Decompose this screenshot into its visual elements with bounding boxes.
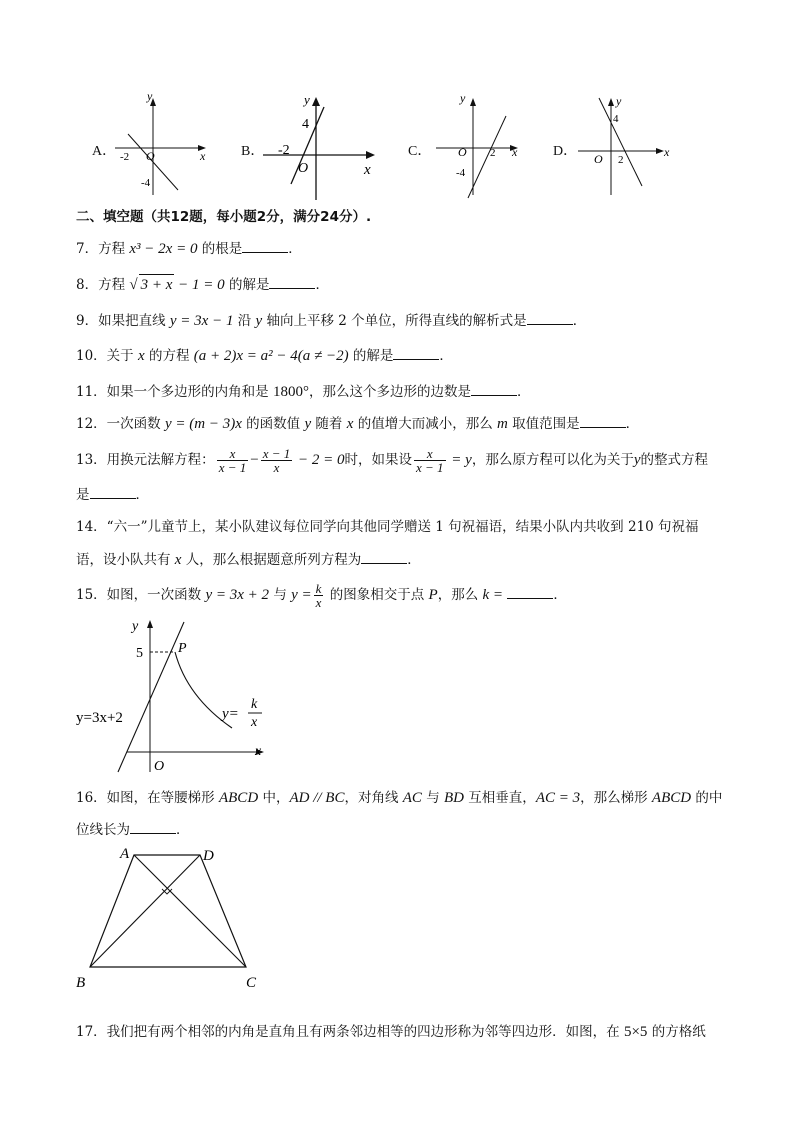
- origin-label: O: [594, 152, 603, 166]
- question-text: 互相垂直，: [464, 790, 536, 806]
- fraction-numerator: x: [414, 447, 446, 461]
- question-16-cont: [76, 819, 190, 840]
- equation: AD // BC: [289, 790, 345, 806]
- equation: x³ − 2x = 0: [129, 241, 198, 257]
- question-text: ．: [135, 487, 149, 503]
- equation: AC: [402, 790, 422, 806]
- question-text: ．: [572, 313, 587, 329]
- option-b-label: B．: [241, 144, 265, 159]
- vertex-d-label: D: [203, 848, 214, 864]
- answer-blank[interactable]: [130, 819, 176, 834]
- question-text: 的解是: [224, 277, 270, 293]
- equation: y: [255, 313, 263, 329]
- question-13-cont: [76, 484, 149, 505]
- question-text: 的函数值: [241, 416, 305, 432]
- vertex-c-label: C: [246, 975, 257, 990]
- question-15: [76, 580, 567, 610]
- equation: = y: [447, 452, 472, 468]
- question-text: 的根是: [197, 241, 243, 257]
- question-text: ．: [288, 241, 302, 257]
- question-text: ．: [176, 822, 190, 838]
- axis-x-label: x: [512, 145, 518, 159]
- question-text: 7．方程: [76, 241, 130, 257]
- answer-blank[interactable]: [527, 310, 573, 325]
- question-8: 8．方程 √ 3 + x − 1 = 0 的解是 ．: [76, 274, 329, 295]
- question-text: 10．关于: [76, 348, 138, 364]
- question-10: [76, 345, 453, 366]
- question-text: 12．一次函数: [76, 416, 165, 432]
- axis-y-label: y: [460, 91, 466, 105]
- answer-blank[interactable]: [471, 381, 517, 396]
- equation: y: [304, 416, 312, 432]
- question-text: 的解是: [348, 348, 394, 364]
- answer-blank[interactable]: [507, 584, 553, 599]
- vertex-b-label: B: [76, 975, 86, 990]
- option-d-graph: [572, 90, 677, 200]
- equation: x: [137, 348, 145, 364]
- question-text: 的方格纸: [647, 1024, 706, 1040]
- answer-blank[interactable]: [361, 549, 407, 564]
- tick-label: 2: [618, 154, 624, 166]
- question-text: 中，: [258, 790, 290, 806]
- question-17: [76, 1022, 706, 1042]
- option-a-graph: [110, 90, 220, 200]
- equation: 3 + x: [139, 274, 175, 295]
- question-text: 语，设小队共有: [76, 552, 175, 568]
- answer-blank[interactable]: [269, 274, 315, 289]
- question-text: 的值增大而减小，那么: [353, 416, 497, 432]
- origin-label: O: [146, 149, 155, 163]
- line-label: y=3x+2: [76, 710, 123, 726]
- equation: y: [633, 452, 641, 468]
- origin-label: O: [458, 145, 467, 159]
- question-text: ，那么原方程可以化为关于: [471, 452, 634, 468]
- question-11: [76, 381, 530, 402]
- question-text: 位线长为: [76, 822, 130, 838]
- axis-y-label: y: [147, 90, 153, 103]
- question-text: ．: [407, 552, 421, 568]
- question-text: 的整式方程: [640, 452, 708, 468]
- equation: x: [174, 552, 182, 568]
- option-d-label: D．: [553, 144, 578, 159]
- question-text: ．: [553, 587, 567, 603]
- question-text: 16．如图，在等腰梯形: [76, 790, 219, 806]
- question-text: 轴向上平移 2 个单位，所得直线的解析式是: [262, 313, 527, 329]
- question-text: 是: [76, 487, 90, 503]
- question-14: 14．“六一”儿童节上，某小队建议每位同学向其他同学赠送 1 句祝福语，结果小队内共收到 210 句祝福: [76, 519, 699, 535]
- fraction-denominator: x − 1: [218, 460, 247, 475]
- equation: BD: [444, 790, 465, 806]
- equation: − 2 = 0: [294, 452, 345, 468]
- question-text: 时，如果设: [344, 452, 412, 468]
- axis-x-label: x: [664, 145, 670, 159]
- tick-label: 4: [613, 113, 619, 125]
- question-text: ．: [516, 384, 531, 400]
- question-text: 与: [269, 587, 292, 603]
- question-14-cont: [76, 549, 421, 570]
- question-text: 13．用换元法解方程：: [76, 452, 215, 468]
- figure-15: [72, 612, 272, 777]
- curve-label-numerator: k: [251, 697, 258, 712]
- option-b-graph: [258, 92, 383, 202]
- axis-x-label: x: [255, 744, 262, 759]
- origin-label: O: [154, 759, 165, 774]
- axis-x-label: x: [364, 162, 371, 178]
- equation: x: [346, 416, 354, 432]
- fraction-denominator: x − 1: [416, 460, 444, 475]
- question-text: 17．我们把有两个相邻的内角是直角且有两条邻边相等的四边形称为邻等四边形．如图，在: [76, 1024, 624, 1040]
- fraction-numerator: x: [217, 447, 249, 461]
- question-text: ，那么: [437, 587, 483, 603]
- question-text: 与: [421, 790, 445, 806]
- question-text: ．: [315, 277, 329, 293]
- equation: y = 3x − 1: [169, 313, 234, 329]
- equation: y =: [291, 587, 312, 603]
- question-12: [76, 413, 639, 434]
- option-c-graph: [428, 90, 528, 200]
- tick-label: -2: [120, 151, 130, 163]
- question-text: 15．如图，一次函数: [76, 587, 206, 603]
- equation: 1800°: [272, 384, 309, 400]
- fraction-denominator: x: [315, 595, 322, 610]
- question-text: 随着: [311, 416, 347, 432]
- fraction-denominator: x: [273, 460, 280, 475]
- tick-label: -4: [456, 167, 466, 179]
- answer-blank[interactable]: [580, 413, 626, 428]
- question-text: 8．方程: [76, 277, 130, 293]
- answer-blank[interactable]: [393, 345, 439, 360]
- axis-y-label: y: [132, 619, 139, 634]
- question-text: ．: [625, 416, 640, 432]
- fraction-numerator: k: [315, 581, 322, 596]
- question-text: ．: [439, 348, 453, 364]
- option-c-label: C．: [408, 144, 432, 159]
- tick-label: -2: [278, 143, 290, 158]
- equation: m: [497, 416, 508, 432]
- equation: k =: [482, 587, 504, 603]
- question-text: 沿: [233, 313, 256, 329]
- axis-y-label: y: [616, 94, 622, 108]
- equation: ABCD: [218, 790, 259, 806]
- question-text: 11．如果一个多边形的内角和是: [76, 384, 273, 400]
- question-text: 的图象相交于点: [325, 587, 429, 603]
- tick-label: 2: [490, 147, 496, 159]
- fraction-numerator: x − 1: [262, 446, 291, 461]
- question-text: ，那么梯形: [580, 790, 652, 806]
- equation: − 1 = 0: [174, 277, 225, 293]
- equation: P: [428, 587, 438, 603]
- section-heading: 二、填空题（共12题，每小题2分，满分24分）.: [76, 209, 372, 225]
- question-text: ，那么这个多边形的边数是: [308, 384, 471, 400]
- curve-label: y=: [222, 706, 239, 722]
- equation: (a + 2)x = a² − 4(a ≠ −2): [193, 348, 349, 364]
- vertex-a-label: A: [120, 846, 130, 862]
- axis-y-label: y: [304, 92, 310, 107]
- question-text: 取值范围是: [507, 416, 580, 432]
- equation: ABCD: [651, 790, 692, 806]
- question-text: 9．如果把直线: [76, 313, 170, 329]
- curve-label-denominator: x: [251, 715, 258, 730]
- question-7: [76, 238, 302, 259]
- tick-label: 5: [136, 646, 143, 661]
- figure-16: [72, 840, 272, 990]
- question-text: 的方程: [144, 348, 194, 364]
- question-text: 的中: [691, 790, 723, 806]
- equation: y = (m − 3)x: [164, 416, 242, 432]
- equation: 5×5: [623, 1024, 648, 1040]
- equation: y = 3x + 2: [205, 587, 270, 603]
- question-9: [76, 310, 586, 331]
- equation: AC = 3: [535, 790, 581, 806]
- axis-x-label: x: [200, 149, 206, 163]
- option-a-label: A．: [92, 144, 117, 159]
- point-p-label: P: [178, 641, 187, 656]
- question-text: ，对角线: [344, 790, 403, 806]
- tick-label: 4: [302, 117, 309, 132]
- question-text: 人，那么根据题意所列方程为: [181, 552, 362, 568]
- answer-blank[interactable]: [242, 238, 288, 253]
- question-16: [76, 788, 722, 808]
- answer-blank[interactable]: [90, 484, 136, 499]
- origin-label: O: [298, 161, 309, 176]
- tick-label: -4: [141, 177, 151, 189]
- question-13: 13．用换元法解方程： $\frac{x}{x - 1}$ − $\frac{x - 1}{x}$ − 2 = 0时，如果设 $\frac{x}{x - 1}$ = y，那么原方程可以化为关于y的整式方程: [76, 446, 708, 475]
